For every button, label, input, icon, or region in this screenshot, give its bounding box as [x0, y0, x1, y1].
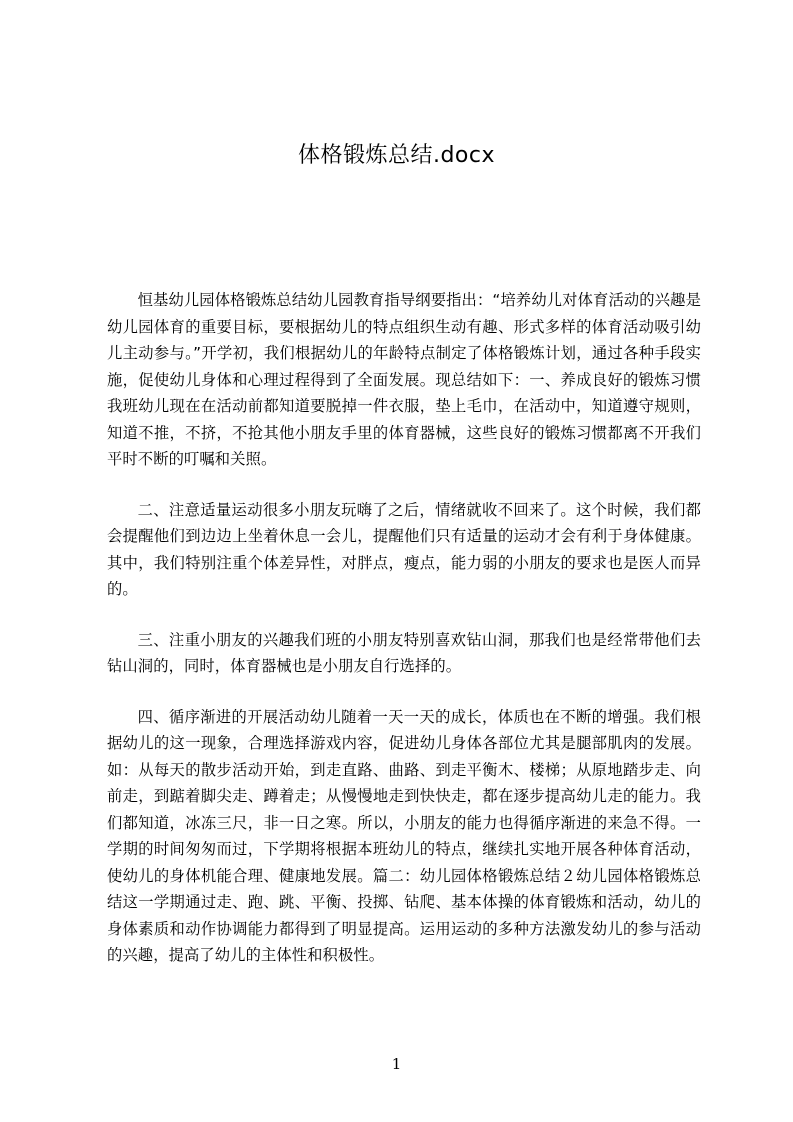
- paragraph-3: 三、注重小朋友的兴趣我们班的小朋友特别喜欢钻山洞，那我们也是经常带他们去钻山洞的，同时，体育器械也是小朋友自行选择的。: [107, 630, 701, 675]
- paragraph-1: 恒基幼儿园体格锻炼总结幼儿园教育指导纲要指出：“培养幼儿对体育活动的兴趣是幼儿园体育的重要目标，要根据幼儿的特点组织生动有趣、形式多样的体育活动吸引幼儿主动参与。”开学初，我们根据幼儿的年龄特点制定了体格锻炼计划，通过各种手段实施，促使幼儿身体和心理过程得到了全面发展。现总结如下：一、养成良好的锻炼习惯我班幼儿现在在活动前都知道要脱掉一件衣服，垫上毛巾，在活动中，知道遵守规则，知道不推，不挤，不抢其他小朋友手里的体育器械，这些良好的锻炼习惯都离不开我们平时不断的叮嘱和关照。: [107, 291, 701, 468]
- paragraph-4: 四、循序渐进的开展活动幼儿随着一天一天的成长，体质也在不断的增强。我们根据幼儿的这一现象，合理选择游戏内容，促进幼儿身体各部位尤其是腿部肌肉的发展。如：从每天的散步活动开始，到走直路、曲路、到走平衡木、楼梯；从原地踏步走、向前走，到踮着脚尖走、蹲着走；从慢慢地走到快快走，都在逐步提高幼儿走的能力。我们都知道，冰冻三尺，非一日之寒。所以，小朋友的能力也得循序渐进的来急不得。一学期的时间匆匆而过，下学期将根据本班幼儿的特点，继续扎实地开展各种体育活动，使幼儿的身体机能合理、健康地发展。篇二：幼儿园体格锻炼总结２幼儿园体格锻炼总结这一学期通过走、跑、跳、平衡、投掷、钻爬、基本体操的体育锻炼和活动，幼儿的身体素质和动作协调能力都得到了明显提高。运用运动的多种方法激发幼儿的参与活动的兴趣，提高了幼儿的主体性和积极性。: [107, 707, 701, 964]
- document-body: [107, 287, 701, 993]
- document-title: 体格锻炼总结.docx: [297, 143, 496, 168]
- paragraph-2: 二、注意适量运动很多小朋友玩嗨了之后，情绪就收不回来了。这个时候，我们都会提醒他们到边边上坐着休息一会儿，提醒他们只有适量的运动才会有利于身体健康。其中，我们特别注重个体差异性，对胖点，瘦点，能力弱的小朋友的要求也是医人而异的。: [107, 500, 701, 598]
- page-number: 1: [391, 1055, 402, 1073]
